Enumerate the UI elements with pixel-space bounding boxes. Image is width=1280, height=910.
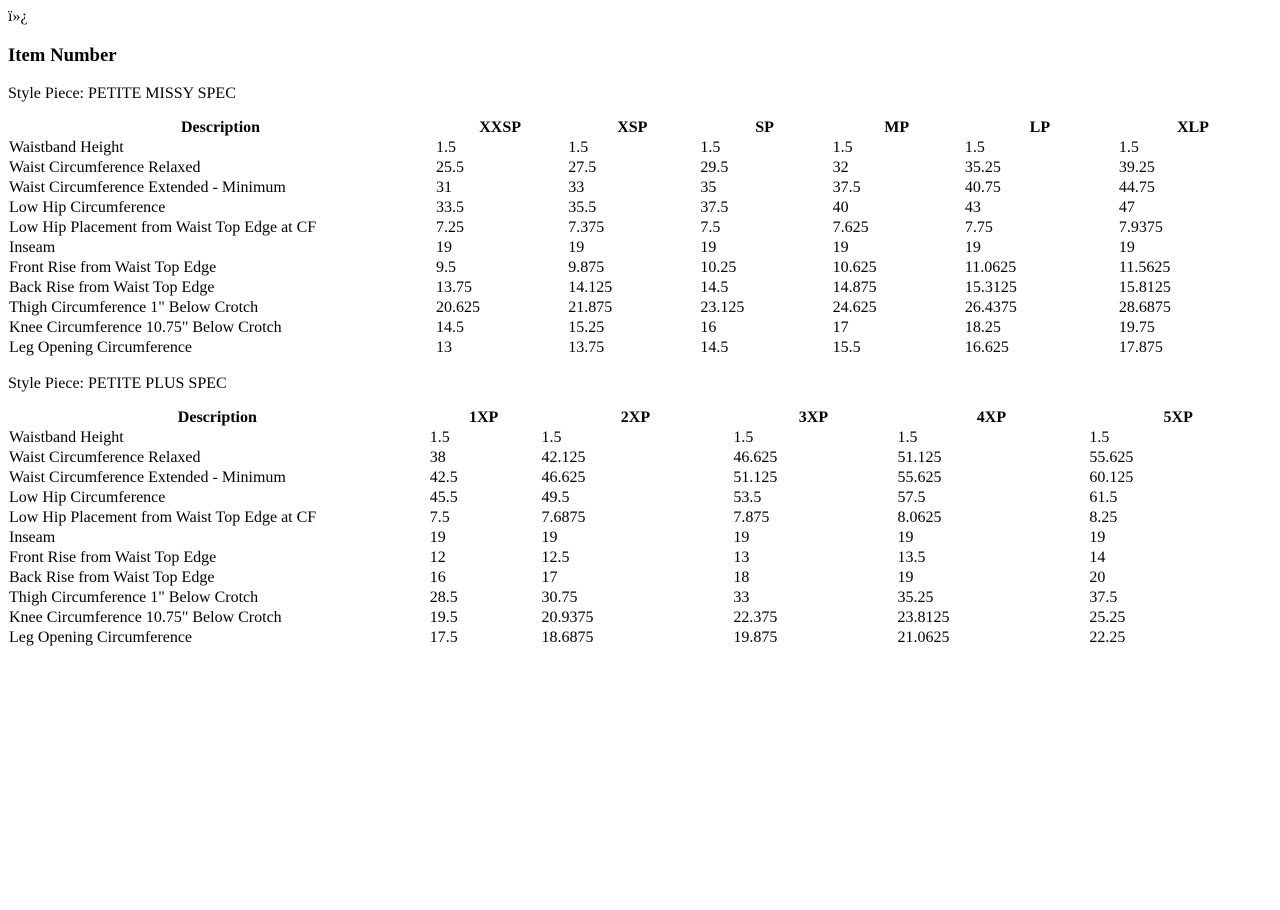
measurement-value: 19.875	[733, 629, 778, 646]
measurement-description: Low Hip Placement from Waist Top Edge at CF	[9, 219, 317, 236]
column-header-size: MP	[884, 119, 910, 136]
measurement-value: 1.5	[897, 429, 918, 446]
measurement-value: 1.5	[568, 139, 589, 156]
measurement-value: 44.75	[1118, 179, 1155, 196]
table-row	[8, 279, 1268, 297]
measurement-value: 25.5	[436, 159, 465, 176]
measurement-value: 1.5	[1118, 139, 1139, 156]
encoding-artifact-text: ï»¿	[8, 8, 28, 25]
measurement-description: Front Rise from Waist Top Edge	[9, 549, 217, 566]
measurement-value: 35.25	[897, 589, 934, 606]
table-row	[8, 429, 1268, 447]
column-header-size: 1XP	[468, 409, 499, 426]
table-row	[8, 549, 1268, 567]
measurement-value: 40.75	[964, 179, 1001, 196]
measurement-description: Waist Circumference Extended - Minimum	[9, 469, 286, 486]
measurement-value: 42.5	[429, 469, 458, 486]
measurement-value: 47	[1118, 199, 1135, 216]
column-header-size: XSP	[617, 119, 648, 136]
measurement-value: 28.5	[429, 589, 458, 606]
measurement-value: 7.6875	[541, 509, 586, 526]
measurement-value: 9.5	[436, 259, 457, 276]
measurement-description: Low Hip Circumference	[9, 489, 166, 506]
table-row	[8, 589, 1268, 607]
measurement-value: 16	[429, 569, 446, 586]
measurement-value: 40	[832, 199, 849, 216]
column-header-size: 3XP	[798, 409, 829, 426]
measurement-value: 51.125	[733, 469, 778, 486]
measurement-value: 7.875	[733, 509, 770, 526]
measurement-value: 10.625	[832, 259, 877, 276]
measurement-value: 19	[897, 529, 914, 546]
measurement-value: 25.25	[1089, 609, 1126, 626]
measurement-description: Waistband Height	[9, 429, 124, 446]
measurement-value: 31	[436, 179, 453, 196]
measurement-value: 20.625	[436, 299, 481, 316]
measurement-value: 13	[733, 549, 750, 566]
measurement-value: 10.25	[700, 259, 737, 276]
measurement-value: 7.25	[436, 219, 465, 236]
measurement-value: 15.25	[568, 319, 605, 336]
table-row	[8, 259, 1268, 277]
table-row	[8, 629, 1268, 647]
table-row	[8, 239, 1268, 257]
style-piece-label-petite-missy: Style Piece: PETITE MISSY SPEC	[8, 85, 236, 102]
measurement-description: Back Rise from Waist Top Edge	[9, 569, 215, 586]
measurement-value: 11.0625	[964, 259, 1017, 276]
measurement-description: Low Hip Circumference	[9, 199, 166, 216]
table-row	[8, 449, 1268, 467]
measurement-value: 16.625	[964, 339, 1009, 356]
measurement-value: 7.5	[429, 509, 450, 526]
table-header-row	[8, 119, 1268, 137]
measurement-value: 45.5	[429, 489, 458, 506]
table-row	[8, 569, 1268, 587]
measurement-description: Inseam	[9, 239, 56, 256]
measurement-value: 13	[436, 339, 453, 356]
measurement-value: 55.625	[1089, 449, 1134, 466]
measurement-value: 1.5	[964, 139, 985, 156]
measurement-value: 18.25	[964, 319, 1001, 336]
measurement-value: 21.0625	[897, 629, 950, 646]
table-row	[8, 159, 1268, 177]
measurement-value: 8.0625	[897, 509, 942, 526]
measurement-value: 20	[1089, 569, 1106, 586]
measurement-value: 39.25	[1118, 159, 1155, 176]
measurement-value: 19	[964, 239, 981, 256]
measurement-value: 12	[429, 549, 446, 566]
measurement-value: 19	[436, 239, 453, 256]
measurement-value: 19	[1118, 239, 1135, 256]
measurement-value: 61.5	[1089, 489, 1118, 506]
measurement-value: 33.5	[436, 199, 465, 216]
measurement-value: 13.5	[897, 549, 926, 566]
table-row	[8, 139, 1268, 157]
measurement-value: 19	[568, 239, 585, 256]
measurement-value: 42.125	[541, 449, 586, 466]
measurement-value: 19	[897, 569, 914, 586]
measurement-value: 1.5	[733, 429, 754, 446]
measurement-description: Back Rise from Waist Top Edge	[9, 279, 215, 296]
column-header-description: Description	[180, 119, 261, 136]
measurement-value: 19	[832, 239, 849, 256]
measurement-value: 11.5625	[1118, 259, 1171, 276]
table-row	[8, 489, 1268, 507]
measurement-value: 57.5	[897, 489, 926, 506]
measurement-value: 19	[700, 239, 717, 256]
column-header-size: XLP	[1176, 119, 1209, 136]
measurement-value: 51.125	[897, 449, 942, 466]
measurement-value: 35	[700, 179, 717, 196]
measurement-value: 35.5	[568, 199, 597, 216]
measurement-description: Waist Circumference Relaxed	[9, 159, 201, 176]
measurement-value: 29.5	[700, 159, 729, 176]
measurement-description: Leg Opening Circumference	[9, 629, 193, 646]
measurement-value: 7.625	[832, 219, 869, 236]
measurement-value: 30.75	[541, 589, 578, 606]
measurement-value: 21.875	[568, 299, 613, 316]
measurement-description: Inseam	[9, 529, 56, 546]
measurement-value: 19	[541, 529, 558, 546]
measurement-value: 15.5	[832, 339, 861, 356]
measurement-value: 60.125	[1089, 469, 1134, 486]
measurement-value: 37.5	[832, 179, 861, 196]
measurement-value: 17	[832, 319, 849, 336]
measurement-value: 26.4375	[964, 299, 1017, 316]
measurement-value: 1.5	[832, 139, 853, 156]
measurement-description: Knee Circumference 10.75" Below Crotch	[9, 609, 282, 626]
measurement-description: Knee Circumference 10.75" Below Crotch	[9, 319, 282, 336]
table-row	[8, 319, 1268, 337]
measurement-value: 14.5	[700, 339, 729, 356]
column-header-size: 4XP	[976, 409, 1007, 426]
measurement-value: 7.375	[568, 219, 605, 236]
measurement-value: 18.6875	[541, 629, 594, 646]
measurement-value: 17.5	[429, 629, 458, 646]
measurement-value: 8.25	[1089, 509, 1118, 526]
measurement-value: 27.5	[568, 159, 597, 176]
measurement-value: 12.5	[541, 549, 570, 566]
column-header-size: SP	[755, 119, 774, 136]
measurement-value: 14.125	[568, 279, 613, 296]
table-body	[8, 429, 1268, 647]
measurement-value: 7.5	[700, 219, 721, 236]
measurement-value: 16	[700, 319, 717, 336]
measurement-description: Waistband Height	[9, 139, 124, 156]
measurement-value: 14.875	[832, 279, 877, 296]
measurement-description: Thigh Circumference 1" Below Crotch	[9, 299, 259, 316]
measurement-value: 22.375	[733, 609, 778, 626]
measurement-value: 18	[733, 569, 750, 586]
measurement-value: 19	[1089, 529, 1106, 546]
measurement-value: 15.3125	[964, 279, 1017, 296]
measurement-value: 43	[964, 199, 981, 216]
style-piece-label-petite-plus: Style Piece: PETITE PLUS SPEC	[8, 375, 227, 392]
measurement-value: 17	[541, 569, 558, 586]
column-header-size: XXSP	[479, 119, 521, 136]
measurement-description: Thigh Circumference 1" Below Crotch	[9, 589, 259, 606]
measurement-value: 19.5	[429, 609, 458, 626]
table-body	[8, 139, 1268, 357]
measurement-value: 35.25	[964, 159, 1001, 176]
page-title: Item Number	[8, 45, 117, 66]
column-header-description: Description	[177, 409, 257, 426]
table-row	[8, 339, 1268, 357]
table-row	[8, 509, 1268, 527]
measurement-value: 17.875	[1118, 339, 1163, 356]
measurement-value: 24.625	[832, 299, 877, 316]
measurement-value: 32	[832, 159, 849, 176]
measurement-value: 1.5	[429, 429, 450, 446]
measurement-value: 53.5	[733, 489, 762, 506]
spec-table-petite-missy	[6, 117, 1270, 359]
table-row	[8, 179, 1268, 197]
measurement-value: 22.25	[1089, 629, 1126, 646]
measurement-value: 1.5	[436, 139, 457, 156]
measurement-value: 1.5	[541, 429, 562, 446]
measurement-value: 1.5	[1089, 429, 1110, 446]
column-header-size: LP	[1029, 119, 1051, 136]
measurement-value: 28.6875	[1118, 299, 1171, 316]
table-row	[8, 299, 1268, 317]
measurement-value: 37.5	[700, 199, 729, 216]
measurement-value: 23.125	[700, 299, 745, 316]
measurement-value: 14.5	[700, 279, 729, 296]
measurement-description: Waist Circumference Relaxed	[9, 449, 201, 466]
measurement-value: 23.8125	[897, 609, 950, 626]
table-row	[8, 529, 1268, 547]
measurement-value: 19.75	[1118, 319, 1155, 336]
measurement-value: 46.625	[541, 469, 586, 486]
table-row	[8, 219, 1268, 237]
measurement-value: 55.625	[897, 469, 942, 486]
column-header-size: 5XP	[1163, 409, 1193, 426]
measurement-value: 7.9375	[1118, 219, 1163, 236]
measurement-value: 1.5	[700, 139, 721, 156]
measurement-description: Front Rise from Waist Top Edge	[9, 259, 217, 276]
table-row	[8, 609, 1268, 627]
measurement-value: 13.75	[568, 339, 605, 356]
measurement-value: 14	[1089, 549, 1106, 566]
measurement-value: 9.875	[568, 259, 605, 276]
table-row	[8, 199, 1268, 217]
table-header-row	[8, 409, 1268, 427]
measurement-value: 14.5	[436, 319, 465, 336]
table-row	[8, 469, 1268, 487]
measurement-description: Low Hip Placement from Waist Top Edge at CF	[9, 509, 317, 526]
measurement-value: 13.75	[436, 279, 473, 296]
measurement-value: 33	[733, 589, 750, 606]
measurement-description: Leg Opening Circumference	[9, 339, 193, 356]
measurement-value: 46.625	[733, 449, 778, 466]
measurement-value: 49.5	[541, 489, 570, 506]
column-header-size: 2XP	[620, 409, 651, 426]
spec-table-petite-plus	[6, 407, 1270, 649]
measurement-value: 7.75	[964, 219, 993, 236]
measurement-value: 37.5	[1089, 589, 1118, 606]
measurement-value: 38	[429, 449, 446, 466]
measurement-value: 33	[568, 179, 585, 196]
measurement-value: 19	[733, 529, 750, 546]
measurement-value: 19	[429, 529, 446, 546]
measurement-description: Waist Circumference Extended - Minimum	[9, 179, 286, 196]
measurement-value: 15.8125	[1118, 279, 1171, 296]
measurement-value: 20.9375	[541, 609, 594, 626]
